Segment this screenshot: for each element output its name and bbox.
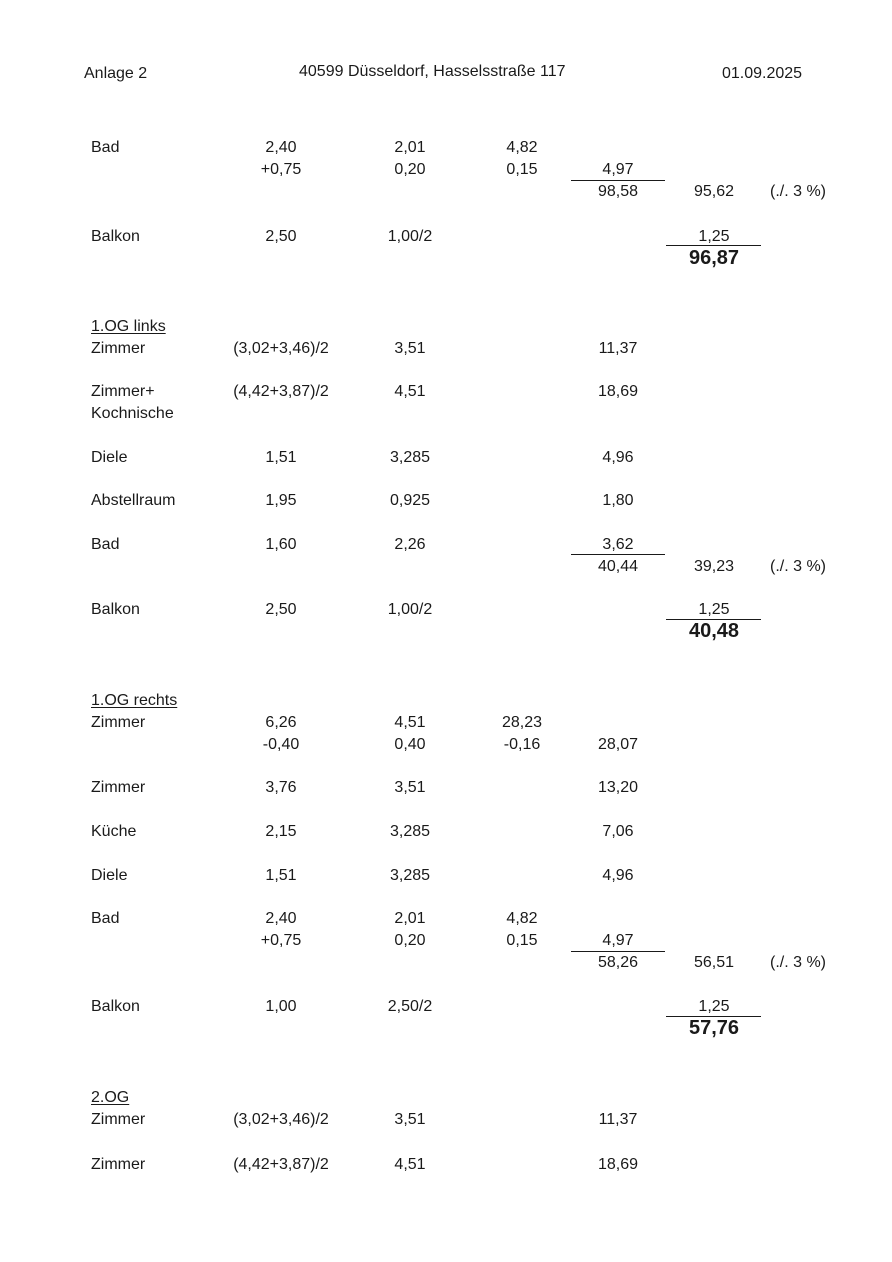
room-name: Kochnische <box>91 405 174 422</box>
dimension-a: 1,51 <box>265 449 297 466</box>
subtotal-value: 4,82 <box>506 910 538 927</box>
dimension-a: 2,50 <box>265 228 297 245</box>
area-value: 3,62 <box>602 536 634 553</box>
dimension-b: 0,40 <box>394 736 426 753</box>
net-area-value: 1,25 <box>698 228 730 245</box>
deduction-note: (./. 3 %) <box>770 183 827 200</box>
area-value: 40,44 <box>597 558 639 575</box>
dimension-b: 3,51 <box>394 779 426 796</box>
area-value: 13,20 <box>597 779 639 796</box>
deduction-note: (./. 3 %) <box>770 954 827 971</box>
dimension-a: 1,95 <box>265 492 297 509</box>
area-value: 4,96 <box>602 449 634 466</box>
dimension-b: 3,51 <box>394 340 426 357</box>
dimension-a: +0,75 <box>260 932 302 949</box>
dimension-a: 2,50 <box>265 601 297 618</box>
area-value: 4,96 <box>602 867 634 884</box>
area-value: 18,69 <box>597 1156 639 1173</box>
net-area-value: 1,25 <box>698 998 730 1015</box>
dimension-a: (4,42+3,87)/2 <box>233 1156 329 1173</box>
section-heading: 1.OG rechts <box>91 692 178 709</box>
net-area-value: 56,51 <box>693 954 735 971</box>
dimension-a: 6,26 <box>265 714 297 731</box>
sum-line <box>571 554 665 555</box>
room-name: Balkon <box>91 228 140 245</box>
section-heading: 1.OG links <box>91 318 166 335</box>
address: 40599 Düsseldorf, Hasselsstraße 117 <box>299 63 566 80</box>
date: 01.09.2025 <box>722 65 803 82</box>
area-value: 18,69 <box>597 383 639 400</box>
dimension-b: 0,20 <box>394 932 426 949</box>
dimension-b: 3,285 <box>389 867 431 884</box>
sum-line <box>666 1016 761 1017</box>
room-name: Balkon <box>91 601 140 618</box>
dimension-b: 0,20 <box>394 161 426 178</box>
room-name: Bad <box>91 536 120 553</box>
dimension-b: 0,925 <box>389 492 431 509</box>
section-total: 57,76 <box>688 1017 740 1039</box>
dimension-b: 4,51 <box>394 714 426 731</box>
dimension-b: 2,26 <box>394 536 426 553</box>
area-value: 11,37 <box>598 340 638 357</box>
dimension-a: 2,40 <box>265 139 297 156</box>
dimension-a: 3,76 <box>265 779 297 796</box>
subtotal-value: 28,23 <box>501 714 543 731</box>
section-heading: 2.OG <box>91 1089 130 1106</box>
section-total: 40,48 <box>688 620 740 642</box>
dimension-b: 2,01 <box>394 139 426 156</box>
subtotal-value: 4,82 <box>506 139 538 156</box>
sum-line <box>666 245 761 246</box>
section-total: 96,87 <box>688 247 740 269</box>
sum-line <box>666 619 761 620</box>
dimension-a: 1,60 <box>265 536 297 553</box>
dimension-a: (3,02+3,46)/2 <box>233 1111 329 1128</box>
room-name: Balkon <box>91 998 140 1015</box>
room-name: Küche <box>91 823 137 840</box>
area-value: 58,26 <box>597 954 639 971</box>
dimension-a: 2,40 <box>265 910 297 927</box>
net-area-value: 1,25 <box>698 601 730 618</box>
room-name: Zimmer <box>91 1111 146 1128</box>
area-value: 98,58 <box>597 183 639 200</box>
area-value: 4,97 <box>602 932 634 949</box>
dimension-a: 1,00 <box>265 998 297 1015</box>
room-name: Bad <box>91 139 120 156</box>
dimension-b: 3,285 <box>389 823 431 840</box>
area-value: 4,97 <box>602 161 634 178</box>
area-value: 1,80 <box>602 492 634 509</box>
deduction-note: (./. 3 %) <box>770 558 827 575</box>
dimension-a: +0,75 <box>260 161 302 178</box>
dimension-b: 1,00/2 <box>387 601 433 618</box>
net-area-value: 95,62 <box>693 183 735 200</box>
subtotal-value: -0,16 <box>503 736 541 753</box>
room-name: Zimmer <box>91 1156 146 1173</box>
dimension-b: 1,00/2 <box>387 228 433 245</box>
dimension-a: -0,40 <box>262 736 300 753</box>
dimension-b: 4,51 <box>394 383 426 400</box>
area-value: 7,06 <box>602 823 634 840</box>
dimension-b: 2,01 <box>394 910 426 927</box>
dimension-b: 3,285 <box>389 449 431 466</box>
sum-line <box>571 951 665 952</box>
room-name: Bad <box>91 910 120 927</box>
dimension-a: 1,51 <box>265 867 297 884</box>
room-name: Zimmer+ <box>91 383 155 400</box>
dimension-b: 4,51 <box>394 1156 426 1173</box>
dimension-a: (4,42+3,87)/2 <box>233 383 329 400</box>
room-name: Diele <box>91 867 128 884</box>
dimension-b: 2,50/2 <box>387 998 433 1015</box>
sum-line <box>571 180 665 181</box>
area-value: 11,37 <box>598 1111 638 1128</box>
area-value: 28,07 <box>597 736 639 753</box>
subtotal-value: 0,15 <box>506 932 538 949</box>
dimension-b: 3,51 <box>394 1111 426 1128</box>
dimension-a: 2,15 <box>265 823 297 840</box>
dimension-a: (3,02+3,46)/2 <box>233 340 329 357</box>
room-name: Zimmer <box>91 779 146 796</box>
annex-label: Anlage 2 <box>84 65 148 82</box>
room-name: Abstellraum <box>91 492 176 509</box>
room-name: Zimmer <box>91 340 146 357</box>
net-area-value: 39,23 <box>693 558 735 575</box>
room-name: Zimmer <box>91 714 146 731</box>
room-name: Diele <box>91 449 128 466</box>
subtotal-value: 0,15 <box>506 161 538 178</box>
